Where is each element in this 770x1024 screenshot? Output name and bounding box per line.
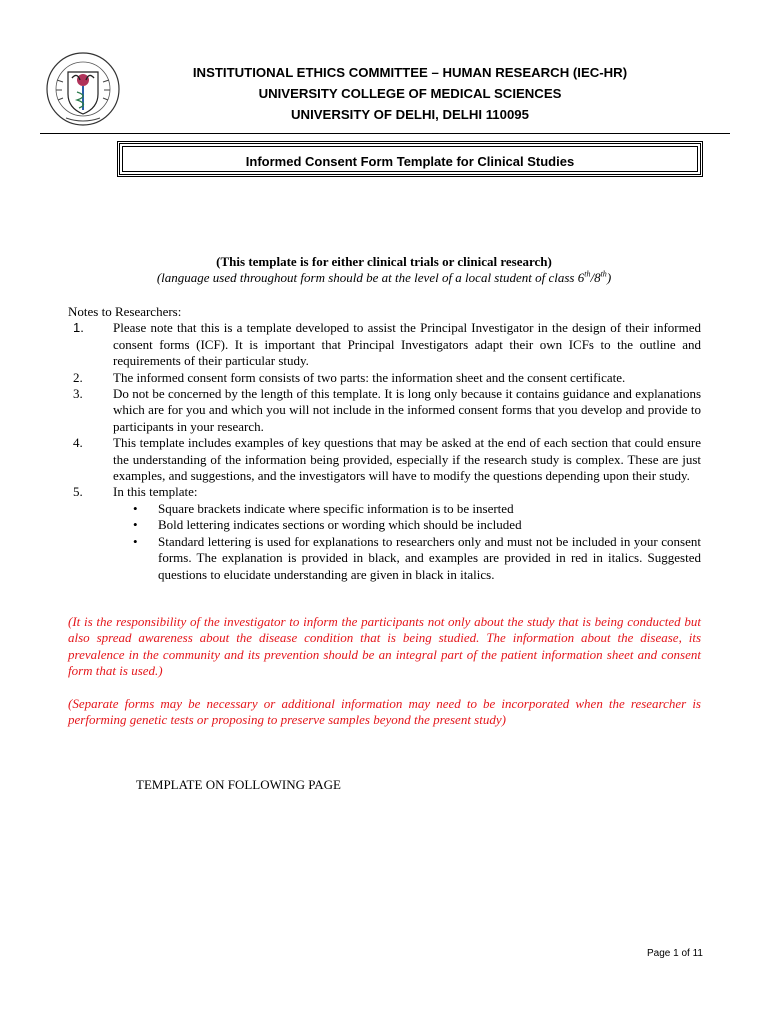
note-number: 4. (73, 435, 83, 451)
template-conventions-list (113, 501, 701, 583)
note-item-1 (68, 320, 701, 369)
template-note (68, 254, 700, 287)
list-item (113, 517, 701, 533)
note-text: Do not be concerned by the length of this template. It is long only because it contains guidance and explanations which are for you and which you will not include in the informed consent forms that you develop and provide to participants in your research. (113, 386, 701, 434)
template-following-label: TEMPLATE ON FOLLOWING PAGE (136, 777, 341, 792)
language-note-mid: /8 (590, 270, 601, 286)
bullet-text: Square brackets indicate where specific information is to be inserted (158, 500, 514, 516)
note-text: In this template: (113, 484, 198, 500)
page-of-label: of (681, 948, 690, 959)
header-line-committee: INSTITUTIONAL ETHICS COMMITTEE – HUMAN RESEARCH (IEC-HR) (192, 65, 628, 80)
university-crest-icon (44, 50, 122, 128)
header-line-college: UNIVERSITY COLLEGE OF MEDICAL SCIENCES (258, 86, 562, 101)
bullet-dot-icon: • (133, 500, 138, 516)
bullet-text: Bold lettering indicates sections or wording which should be included (158, 517, 522, 533)
page-footer (560, 948, 703, 959)
superscript-th-2: th (600, 270, 607, 280)
note-text: This template includes examples of key questions that may be asked at the end of each section that could ensure the understanding of the information being provided, especially if the research study is complex. These are just examples, and suggestions, and the investigators will have to modify the questions depending upon their study. (113, 435, 701, 484)
bullet-text: Standard lettering is used for explanations to researchers only and must not be included in your consent forms. The explanation is provided in black, and examples are provided in red in italics. Suggested questions to elucidate understanding are given in black in italics. (158, 533, 701, 582)
separate-forms-note: (Separate forms may be necessary or additional information may need to be incorporated when the researcher is performing genetic tests or proposing to preserve samples beyond the present study) (68, 696, 701, 728)
notes-title: Notes to Researchers: (68, 304, 182, 319)
superscript-th-1: th (584, 270, 591, 280)
list-item (113, 534, 701, 583)
page-label: Page (647, 948, 671, 959)
note-text: The informed consent form consists of two parts: the information sheet and the consent certificate. (113, 369, 626, 385)
investigator-responsibility-note: (It is the responsibility of the investigator to inform the participants not only about the study that is being conducted but also spread awareness about the disease condition that is being studied. The information about the disease, its prevalence in the community and its prevention should be an integral part of the patient information sheet and consent form that is used.) (68, 614, 701, 679)
language-note-text: (language used throughout form should be at the level of a local student of class 6 (156, 270, 585, 286)
bullet-dot-icon: • (133, 517, 138, 533)
page-total: 11 (692, 948, 703, 959)
note-number: 1. (73, 320, 84, 336)
document-title: Informed Consent Form Template for Clinical Studies (245, 154, 575, 169)
list-item (113, 501, 701, 517)
title-box (117, 141, 703, 177)
bullet-dot-icon: • (133, 533, 138, 549)
note-number: 3. (73, 386, 83, 402)
note-text: Please note that this is a template developed to assist the Principal Investigator in the design of their informed consent forms (ICF). It is important that Principal Investigators adapt their own ICFs to the outline and requirements of their particular study. (113, 320, 701, 369)
note-number: 5. (73, 484, 83, 500)
note-number: 2. (73, 369, 83, 385)
language-note-close: ) (606, 270, 612, 286)
language-level-note (68, 270, 700, 286)
institution-header (120, 62, 700, 125)
notes-to-researchers (68, 304, 701, 583)
note-item-2 (68, 370, 701, 386)
header-divider (40, 133, 730, 134)
note-item-3 (68, 386, 701, 435)
template-scope-note: (This template is for either clinical trials or clinical research) (216, 254, 552, 269)
note-item-4 (68, 435, 701, 484)
page-number: 1 (673, 948, 679, 959)
header-line-university: UNIVERSITY OF DELHI, DELHI 110095 (291, 107, 529, 122)
note-item-5 (68, 484, 701, 582)
